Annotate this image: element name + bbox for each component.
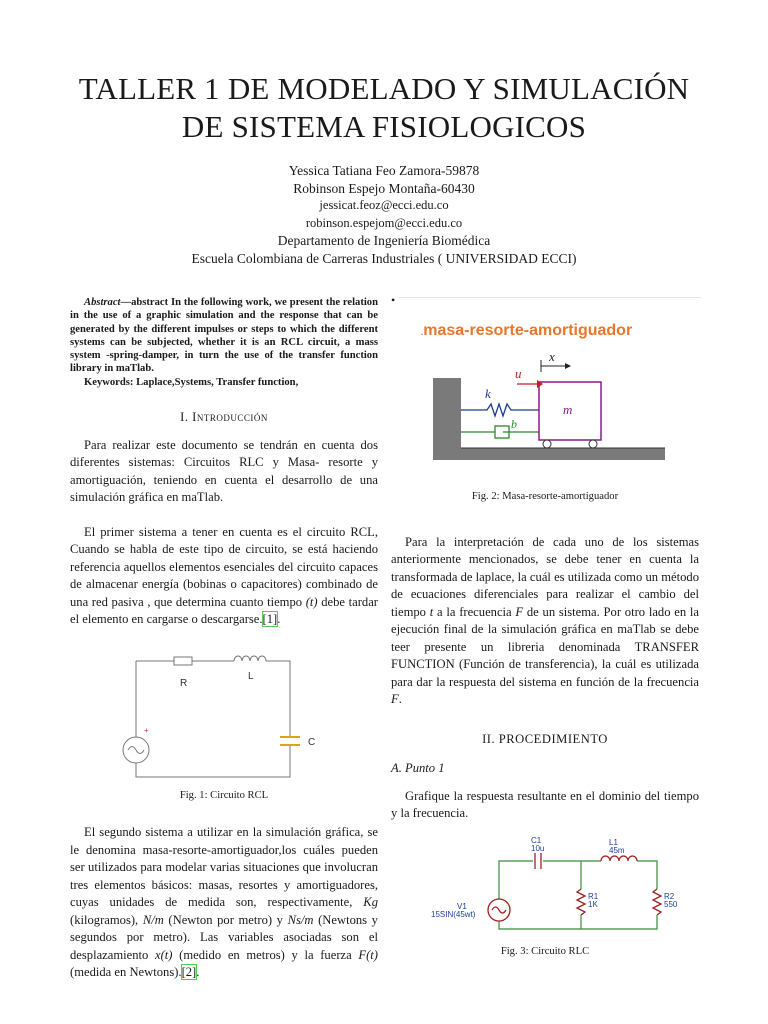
displacement-arrowhead xyxy=(565,363,571,369)
section-2-number: II. xyxy=(482,731,496,746)
figure-1-rcl-circuit xyxy=(70,641,378,781)
label-b: b xyxy=(511,417,517,431)
l1-inductor xyxy=(601,856,637,861)
keywords: Keywords: Laplace,Systems, Transfer function, xyxy=(84,376,299,388)
email-1: jessicat.feoz@ecci.edu.co xyxy=(319,198,449,212)
ms-p-b: (kilogramos), xyxy=(70,912,139,927)
c1-name: C1 xyxy=(531,835,542,845)
ground-block xyxy=(433,448,665,460)
left-column xyxy=(70,296,378,982)
unit-nm: N/m xyxy=(142,912,164,927)
var-t: (t) xyxy=(305,594,318,609)
abstract xyxy=(70,296,378,376)
paper-title xyxy=(0,70,768,146)
title-line-1: TALLER 1 DE MODELADO Y SIMULACIÓN xyxy=(78,71,690,106)
intro-p2-a: El primer sistema a tener en cuenta es el circuito RCL, Cuando se habla de este tipo de circuito, se está haciendo referencia aquellos elementos esenciales del circuito capaces de almacenar energía (bobinas o capacitores) combinado de una red pasiva , que determina cuanto tiempo xyxy=(70,524,378,609)
l1-value: 45m xyxy=(609,845,625,855)
subsection-a-heading xyxy=(391,760,699,778)
figure-2-top-rule xyxy=(399,297,701,298)
label-l: L xyxy=(248,670,254,682)
var-f: F xyxy=(515,604,524,619)
subsection-label: A. xyxy=(391,761,402,775)
procedure-paragraph-1: Grafique la respuesta resultante en el dominio del tiempo y la frecuencia. xyxy=(391,788,699,820)
r2-name: R2 xyxy=(664,891,675,901)
wheel-right xyxy=(589,440,597,448)
label-u: u xyxy=(515,366,522,381)
label-x: x xyxy=(549,352,555,364)
label-k: k xyxy=(485,386,491,401)
ms-p-a: El segundo sistema a utilizar en la simulación gráfica, se le denomina masa-resorte-amortiguador,los cuáles pueden ser utilizados para modelar varias situaciones que involucran tres elementos básicos: masas, resortes y amortiguadores, cuyas unidades de medida son, respectivamente, xyxy=(70,825,378,910)
intro-p2-b: debe tardar el elemento en cargarse o descargarse. xyxy=(70,594,378,627)
title-line-2: DE SISTEMA FISIOLOGICOS xyxy=(181,109,587,144)
rp-b: a la frecuencia xyxy=(437,604,512,619)
figure-1-caption: Fig. 1: Circuito RCL xyxy=(179,789,269,801)
author-1: Yessica Tatiana Feo Zamora-59878 xyxy=(288,163,480,178)
intro-paragraph-2 xyxy=(70,524,378,629)
paragraph-mass-spring xyxy=(70,824,378,982)
abstract-label: Abstract xyxy=(84,297,121,308)
var-xt: x(t) xyxy=(155,947,173,962)
abstract-text: abstract In the following work, we present the relation in the use of a graphic simulation and the response that can be generated by the different impulses or steps to which the different systems can be subjected, whether it is an RCL circuit, a mass system -spring-damper, in turn the use of the transfer function library in maTlab. xyxy=(70,297,378,375)
figure-3-caption: Fig. 3: Circuito RLC xyxy=(500,945,590,957)
r1-resistor xyxy=(577,889,585,915)
abstract-dash: — xyxy=(120,297,132,308)
label-r: R xyxy=(180,677,188,689)
citation-1[interactable]: [1] xyxy=(262,612,278,627)
section-1-title: Introducción xyxy=(192,410,268,425)
department: Departamento de Ingeniería Biomédica xyxy=(277,233,491,248)
spring xyxy=(461,404,539,416)
section-1-heading xyxy=(70,409,378,427)
school: Escuela Colombiana de Carreras Industriales ( UNIVERSIDAD ECCI) xyxy=(191,250,577,266)
ms-p-e: (medido en metros) y la fuerza xyxy=(179,947,352,962)
var-ft: F(t) xyxy=(358,947,378,962)
label-plus: + xyxy=(144,725,149,735)
l1-name: L1 xyxy=(609,837,618,847)
ms-p-c: (Newton por metro) y xyxy=(168,912,283,927)
figure-2-title-prefix: . xyxy=(421,328,424,337)
figure-3-rlc-schematic xyxy=(391,833,699,937)
rp-end: . xyxy=(398,692,402,706)
r1-value: 1K xyxy=(588,899,598,909)
rp-c: de un sistema. Por otro lado en la ejecución final de la simulación gráfica en maTlab se debe teer presente un libreria denominada TRANSFER FUNCTION (Función de transferencia), la cuál es utilizada para dar la respuesta del sistema en función de la frecuencia xyxy=(391,604,700,689)
section-2-title: PROCEDIMIENTO xyxy=(498,731,608,746)
intro-paragraph-1: Para realizar este documento se tendrán en cuenta dos diferentes sistemas: Circuitos RLC y Masa- resorte y amortiguación, teniendo en cuenta el desarrollo de una simulación gráfica en maTlab. xyxy=(70,437,378,505)
inductor-l xyxy=(234,656,266,661)
label-m: m xyxy=(563,402,573,417)
wheel-left xyxy=(543,440,551,448)
ms-p-end: . xyxy=(196,965,200,980)
ms-p-d: (Newtons y segundos por metro). Las variables asociadas son el desplazamiento xyxy=(70,912,378,962)
author-block xyxy=(0,162,768,267)
right-column xyxy=(391,293,700,960)
subsection-title: Punto 1 xyxy=(405,761,445,775)
figure-2-title-text: masa-resorte-amortiguador xyxy=(423,322,633,339)
v1-name: V1 xyxy=(457,901,467,911)
r2-resistor xyxy=(653,889,661,915)
section-2-heading xyxy=(391,731,699,749)
var-f-2: F xyxy=(391,692,399,706)
var-t-small: t xyxy=(429,604,434,619)
right-paragraph-1 xyxy=(391,534,699,709)
resistor-r xyxy=(174,657,192,665)
intro-p2-end: . xyxy=(277,612,281,627)
rp-a: Para la interpretación de cada uno de los sistemas anteriormente mencionados, se debe tener en cuenta la transformada de laplace, la cuál es utilizada como un método de ecuaciones diferenciales para realizar el cambio del tiempo xyxy=(391,534,699,619)
section-1-number: I. xyxy=(180,410,189,425)
author-2: Robinson Espejo Montaña-60430 xyxy=(293,180,475,196)
v1-value: 15SIN(45wt) xyxy=(431,909,476,919)
figure-2-mass-spring-damper xyxy=(391,293,699,476)
circuit-wire xyxy=(136,661,290,777)
schematic-wire xyxy=(499,861,657,929)
c1-value: 10u xyxy=(531,843,545,853)
unit-nsm: Ns/m xyxy=(287,912,314,927)
wall-block xyxy=(433,378,461,460)
figure-2-title xyxy=(421,322,632,342)
r1-name: R1 xyxy=(588,891,599,901)
label-c: C xyxy=(308,736,316,748)
unit-kg: Kg xyxy=(363,895,378,910)
figure-2-caption: Fig. 2: Masa-resorte-amortiguador xyxy=(471,491,619,502)
figure-bullet: • xyxy=(391,293,396,307)
r2-value: 550 xyxy=(664,899,678,909)
v1-sine-icon xyxy=(492,907,506,913)
email-2: robinson.espejom@ecci.edu.co xyxy=(305,215,463,230)
citation-2[interactable]: [2] xyxy=(181,965,197,980)
ms-p-f: (medida en Newtons). xyxy=(70,965,182,980)
mass-spring-damper-diagram xyxy=(391,352,699,472)
